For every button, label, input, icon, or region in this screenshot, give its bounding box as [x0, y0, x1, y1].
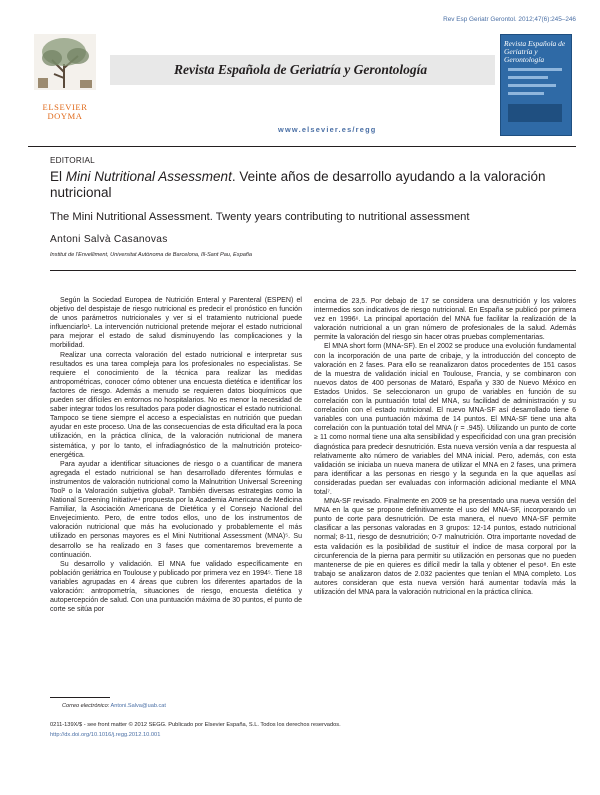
elsevier-tree-logo-icon: [34, 34, 96, 90]
footnote-divider: [50, 697, 110, 698]
journal-citation: Rev Esp Geriatr Gerontol. 2012;47(6):245–246: [443, 16, 576, 23]
paragraph: El MNA short form (MNA-SF). En el 2002 se produce una evolución fundamental con la incorporación de una parte de cribaje, y la introducción del concepto de valoración en 2 fases. Para ello se reanalizaron datos procedentes de 151 casos de la muestra de validación inicial en Toulouse, Francia, y se combinaron con nuevos datos de 400 personas de Mataró, España y 330 de Nuevo México en Estados Unidos. Se seleccionaron un grupo de variables en función de su correlación con la puntuación total del MNA, su facilidad de administración y su correlación con el estado nutricional. El nuevo MNA-SF así desarrollado tiene 6 variables con una puntuación máxima de 14 puntos. El MNA-SF tiene una alta correlación con la puntuación total del MNA (r = .945). Utilizando un punto de corte ≥ 11 como normal tiene una alta sensibilidad y especificidad con una gran precisión diagnóstica para predecir desnutrición. Esta nueva versión venía a dar respuesta al relativamente alto número de variables del MNA inicial. Pero, además, con esta validación se iniciaba un nueva manera de utilizar el MNA en 2 fases, una primera para identificar a las personas en riesgo y la segunda en la que aquellas así consideradas puedan ser evaluadas con información adicional mediante el MNA total⁷.: [314, 343, 576, 496]
publisher-subname: DOYMA: [47, 111, 83, 121]
body-column-left: [50, 296, 302, 614]
email-label: Correo electrónico:: [62, 703, 110, 709]
journal-title: Revista Española de Geriatría y Gerontología: [174, 62, 428, 77]
paragraph: Según la Sociedad Europea de Nutrición Enteral y Parenteral (ESPEN) el objetivo del despistaje de riesgo nutricional es predecir el pronóstico en función de unos parámetros nutricionales y ver si el tratamiento nutricional puede influenciarlo¹. La intervención nutricional pretende mejorar el estado nutricional para mejorar el estado de salud disminuyendo las complicaciones y la morbilidad.: [50, 297, 302, 350]
cover-title-line: Revista Española de: [504, 39, 566, 48]
cover-title-line: Gerontología: [504, 55, 545, 64]
article-title-english: The Mini Nutritional Assessment. Twenty years contributing to nutritional assessment: [50, 211, 470, 223]
email-link[interactable]: Antoni.Salva@uab.cat: [110, 703, 166, 709]
paragraph: encima de 23,5. Por debajo de 17 se considera una desnutrición y los valores intermedios son indicativos de riesgo nutricional. En España se publicó por primera vez en 1996⁶. La principal aportación del MNA fue facilitar la realización de la valoración nutricional a un gran número de profesionales de la salud. Además permite la valoración del riesgo sin hacer otras pruebas complementarias.: [314, 298, 576, 342]
cover-title-line: Geriatría y: [504, 47, 538, 56]
article-title-spanish: [50, 169, 580, 201]
doi-link[interactable]: http://dx.doi.org/10.1016/j.regg.2012.10.001: [50, 732, 161, 738]
section-label: EDITORIAL: [50, 156, 95, 165]
title-divider: [50, 270, 576, 271]
title-suffix: . Veinte años de desarrollo ayudando a la valoración nutricional: [50, 169, 546, 200]
author-name: Antoni Salvà Casanovas: [50, 234, 168, 245]
journal-url-link[interactable]: www.elsevier.es/regg: [278, 125, 377, 134]
paragraph: Su desarrollo y validación. El MNA fue validado específicamente en población geriátrica en Toulouse y publicado por primera vez en 1994⁵. Tiene 18 variables agrupadas en 4 áreas que cubren los diferentes apartados de la valoración: antropometría, situaciones de riesgo, encuesta dietética y autopercepción de salud. Con una puntuación máxima de 30 puntos, el punto de corte se sitúa por: [50, 560, 302, 614]
body-column-right: [314, 297, 576, 597]
paragraph: Para ayudar a identificar situaciones de riesgo o a cuantificar de manera agregada el estado nutricional se han desarrollado diferentes fórmulas e instrumentos de valoración nutricional como la Malnutrition Universal Screening Tool² o la Valoración subjetiva global³. También diversas estrategias como la National Screening Initiative⁴ propuesta por la Academia Americana de Medicina Familiar, la Asociación Americana de Dietética y el Consejo Nacional del Envejecimiento. Pero, de entre todos ellos, uno de los instrumentos de valoración nutricional que más ha evolucionado y probablemente el más utilizado en personas mayores es el Mini Nutritional Assessment (MNA)⁵. Su desarrollo se ha realizado en 3 fases que comentaremos brevemente a continuación.: [50, 460, 302, 559]
copyright-notice: 0211-139X/$ - see front matter © 2012 SEGG. Publicado por Elsevier España, S.L. Todos los derechos reservados.: [50, 722, 341, 728]
publisher-name: ELSEVIER: [42, 102, 88, 112]
paragraph: MNA-SF revisado. Finalmente en 2009 se ha presentado una nueva versión del MNA en la que se propone definitivamente el uso del MNA-SF, incorporando un punto de corte para desnutrición. De esta manera, el nuevo MNA-SF permite clasificar a las personas valoradas en 3 grupos: 12-14 puntos, estado nutricional normal; 8-11, riesgo de desnutrición; 0-7 malnutrición. Otra importante novedad de esta validación es la posibilidad de sustituir el índice de masa corporal por la circunferencia de la pierna para permitir su utilización en personas que no pueden mantenerse de pie en quieres es difícil medir la talla y obtener el peso⁸. En este trabajo se analizaron datos de 2.032 pacientes que tenían el MNA completo. Los autores consideran que esta nueva versión hará aumentar todavía más la utilización del MNA para la valoración nutricional en la práctica clínica.: [314, 498, 576, 596]
author-email: [62, 703, 166, 709]
publisher-logo-text: [28, 103, 102, 121]
cover-decoration-icon: [506, 64, 564, 126]
paragraph: Realizar una correcta valoración del estado nutricional e interpretar sus resultados es una tarea compleja para los profesionales no especialistas. Se requiere el conocimiento de la técnica para realizar las medidas antropométricas, conocer cómo obtener una encuesta dietética e identificar los factores de riesgo. Además a menudo se requieren datos bioquímicos que pueden ser difíciles en entornos no hospitalarios. No es menor la necesidad de saber integrar todos los resultados para poder diagnosticar el estado nutricional. Tampoco se tiene siempre el acceso a especialistas en nutrición que puedan ayudar en este proceso. Una de las consecuencias de esta dificultad era la poca utilización, en la práctica clínica, de la valoración nutricional de manera sistemática, y por lo tanto, el infradiagnóstico de la malnutrición proteico-energética.: [50, 351, 302, 459]
cover-title: [504, 40, 568, 64]
author-affiliation: Institut de l'Envelliment, Universitat Autònoma de Barcelona, Ill-Sant Pau, España: [50, 252, 253, 258]
header-divider: [28, 146, 576, 147]
title-italic: Mini Nutritional Assessment: [65, 169, 232, 184]
title-prefix: El: [50, 169, 66, 184]
